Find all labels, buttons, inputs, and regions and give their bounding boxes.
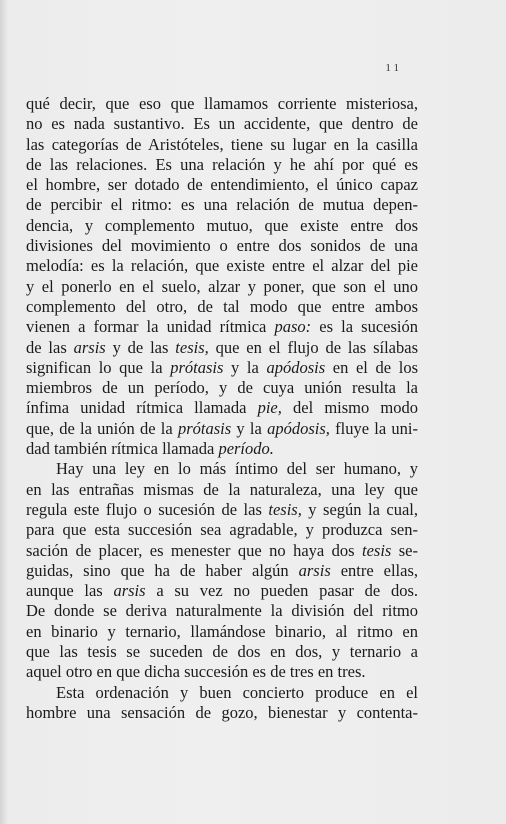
text-line <box>26 297 418 317</box>
text-segment: hombre una sensación de gozo, bienestar y contenta- <box>26 702 418 722</box>
text-line <box>26 114 418 134</box>
text-segment: regula este flujo o sucesión de las <box>26 499 269 519</box>
text-line <box>26 419 418 439</box>
text-line <box>26 135 418 155</box>
text-line <box>26 581 418 601</box>
text-line <box>26 155 418 175</box>
text-segment: y la <box>231 418 268 438</box>
text-segment: sación de placer, es menester que no haya dos <box>26 540 362 560</box>
italic-term: apódosis, <box>267 418 330 438</box>
text-segment: de las <box>26 337 74 357</box>
text-line <box>26 195 418 215</box>
italic-term: arsis <box>298 560 331 580</box>
text-line <box>26 317 418 337</box>
text-segment: entre ellas, <box>330 560 418 580</box>
italic-term: prótasis <box>170 357 224 377</box>
text-segment: del mismo modo <box>281 398 418 418</box>
text-segment: en las entrañas mismas de la naturaleza, una ley que <box>26 479 418 499</box>
text-segment: complemento del otro, de tal modo que entre ambos <box>26 296 418 316</box>
text-segment: divisiones del movimiento o entre dos sonidos de una <box>26 236 418 256</box>
text-segment: Esta ordenación y buen concierto produce en el <box>56 682 418 702</box>
text-segment: y según la cual, <box>301 499 418 519</box>
text-segment: aunque las <box>26 581 114 601</box>
text-segment: en el de los <box>325 357 418 377</box>
text-line <box>26 236 418 256</box>
text-segment: en binario y ternario, llamándose binario, al ritmo en <box>26 621 418 641</box>
text-line <box>26 398 418 418</box>
italic-term: apódosis <box>266 357 326 377</box>
page-number: 11 <box>385 62 402 74</box>
text-line <box>26 216 418 236</box>
text-segment: vienen a formar la unidad rítmica <box>26 317 275 337</box>
text-segment: de las relaciones. Es una relación y he ahí por qué es <box>26 154 418 174</box>
text-segment: que las tesis se suceden de dos en dos, y ternario a <box>26 642 418 662</box>
text-segment: De donde se deriva naturalmente la división del ritmo <box>26 601 418 621</box>
text-segment: que en el flujo de las sílabas <box>208 337 418 357</box>
text-segment: dencia, y complemento mutuo, que existe entre dos <box>26 215 418 235</box>
text-line <box>26 642 418 662</box>
text-line <box>26 459 418 479</box>
italic-term: período. <box>218 439 274 459</box>
text-segment: a su vez no pueden pasar de dos. <box>145 581 418 601</box>
text-segment: fluye la uni- <box>329 418 418 438</box>
text-line <box>26 500 418 520</box>
text-line <box>26 541 418 561</box>
italic-term: paso: <box>274 317 312 337</box>
text-line <box>26 703 418 723</box>
italic-term: arsis <box>113 581 146 601</box>
italic-term: prótasis <box>177 418 232 438</box>
text-segment: el hombre, ser dotado de entendimiento, el único capaz <box>26 175 418 195</box>
text-line <box>26 683 418 703</box>
text-line <box>26 439 418 459</box>
text-line <box>26 662 418 682</box>
italic-term: arsis <box>73 337 106 357</box>
text-segment: y la <box>223 357 267 377</box>
text-segment: que, de la unión de la <box>26 418 178 438</box>
italic-term: tesis, <box>268 499 302 519</box>
text-segment: qué decir, que eso que llamamos corriente misteriosa, <box>26 94 418 113</box>
text-segment: las categorías de Aristóteles, tiene su lugar en la casilla <box>26 134 418 154</box>
text-line <box>26 94 418 114</box>
text-line <box>26 601 418 621</box>
text-segment: es la sucesión <box>311 317 418 337</box>
text-line <box>26 358 418 378</box>
text-segment: para que esta succesión sea agradable, y produzca sen- <box>26 520 418 540</box>
text-line <box>26 378 418 398</box>
text-segment: melodía: es la relación, que existe entre el alzar del pie <box>26 256 418 276</box>
italic-term: tesis, <box>175 337 209 357</box>
text-line <box>26 277 418 297</box>
text-segment: se- <box>391 540 418 560</box>
text-segment: y el ponerlo en el suelo, alzar y poner, que son el uno <box>26 276 418 296</box>
text-segment: miembros de un período, y de cuya unión resulta la <box>26 378 418 398</box>
text-segment: dad también rítmica llamada <box>26 439 219 459</box>
text-line <box>26 175 418 195</box>
text-line <box>26 256 418 276</box>
text-segment: guidas, sino que ha de haber algún <box>26 560 299 580</box>
text-segment: Hay una ley en lo más íntimo del ser humano, y <box>56 459 418 479</box>
body-text <box>26 94 418 723</box>
text-line <box>26 561 418 581</box>
text-segment: ínfima unidad rítmica llamada <box>26 398 258 418</box>
text-segment: aquel otro en que dicha succesión es de tres en tres. <box>26 662 366 682</box>
text-line <box>26 520 418 540</box>
italic-term: pie, <box>257 398 282 418</box>
text-segment: no es nada sustantivo. Es un accidente, que dentro de <box>26 114 418 134</box>
text-segment: de percibir el ritmo: es una relación de mutua depen- <box>26 195 418 215</box>
text-line <box>26 622 418 642</box>
italic-term: tesis <box>361 540 392 560</box>
text-line <box>26 338 418 358</box>
text-line <box>26 480 418 500</box>
text-segment: significan lo que la <box>26 357 171 377</box>
text-segment: y de las <box>105 337 176 357</box>
